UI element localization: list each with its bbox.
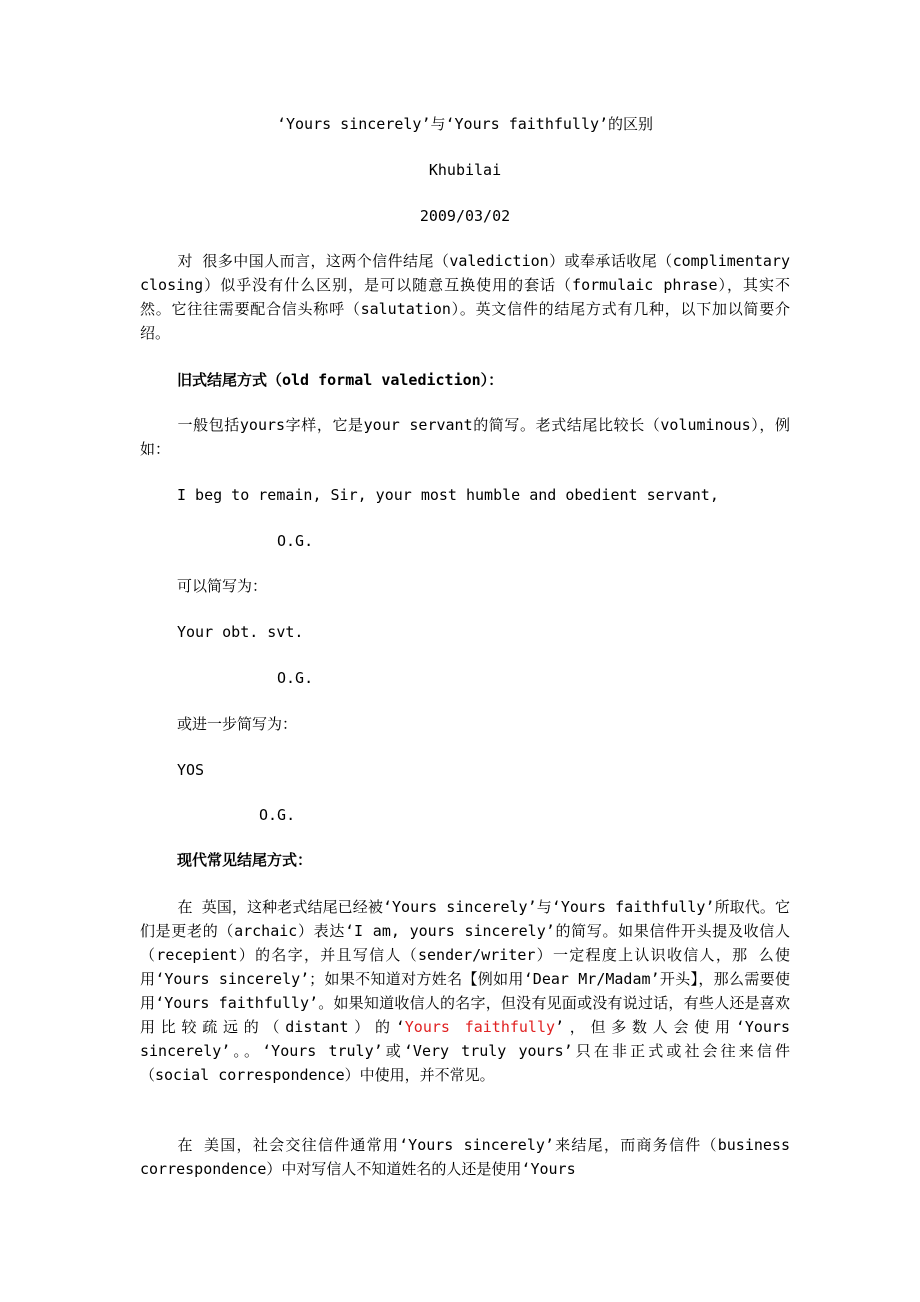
old-section-description: 一般包括yours字样，它是your servant的简写。老式结尾比较长（voluminous），例如： (140, 416, 790, 458)
further-abbreviation-label: 或进一步简写为： (177, 715, 298, 733)
uk-text-after: ’，但多数人会使用‘Yours sincerely’。。‘Yours truly’或‘Very truly yours’只在非正式或社会往来信件（social correspondence）中使用，并不常见。 (140, 1018, 790, 1084)
signature-initials: O.G. (259, 806, 296, 824)
us-usage-paragraph: 在 美国，社会交往信件通常用‘Yours sincerely’来结尾，而商务信件（business correspondence）中对写信人不知道姓名的人还是使用‘Yours (140, 1136, 790, 1178)
document-title: ‘Yours sincerely’与‘Yours faithfully’的区别 (276, 115, 654, 133)
abbreviation-label: 可以简写为： (177, 577, 268, 595)
example-abbreviated-closing: Your obt. svt. (177, 623, 304, 641)
uk-usage-paragraph (140, 895, 790, 1087)
example-full-closing: I beg to remain, Sir, your most humble and obedient servant, (177, 486, 719, 504)
signature-initials: O.G. (277, 669, 314, 687)
signature-initials: O.G. (277, 532, 314, 550)
uk-text-before: 在 英国，这种老式结尾已经被‘Yours sincerely’与‘Yours faithfully’所取代。它们是更老的（archaic）表达‘I am, yours sincerely’的简写。如果信件开头提及收信人（recepient）的名字，并且写信人（sender/writer）一定程度上认识收信人，那 么使用‘Yours sincerely’；如果不知道对方姓名【例如用‘Dear Mr/Madam’开头】，那么需要使用‘Yours faithfully’。如果知道收信人的名字，但没有见面或没有说过话，有些人还是喜欢用比较疏远的（distant）的‘ (140, 898, 790, 1036)
document-author: Khubilai (428, 161, 502, 179)
document-date: 2009/03/02 (419, 207, 511, 225)
old-section-heading: 旧式结尾方式（old formal valediction）： (177, 371, 504, 389)
intro-paragraph: 对 很多中国人而言，这两个信件结尾（valediction）或奉承话收尾（complimentary closing）似乎没有什么区别，是可以随意互换使用的套话（formulaic phrase），其实不然。它往往需要配合信头称呼（salutation）。英文信件的结尾方式有几种，以下加以简要介绍。 (140, 252, 790, 342)
modern-section-heading: 现代常见结尾方式： (177, 851, 313, 869)
highlighted-closing: Yours faithfully (404, 1018, 556, 1036)
example-short-closing: YOS (177, 761, 205, 779)
